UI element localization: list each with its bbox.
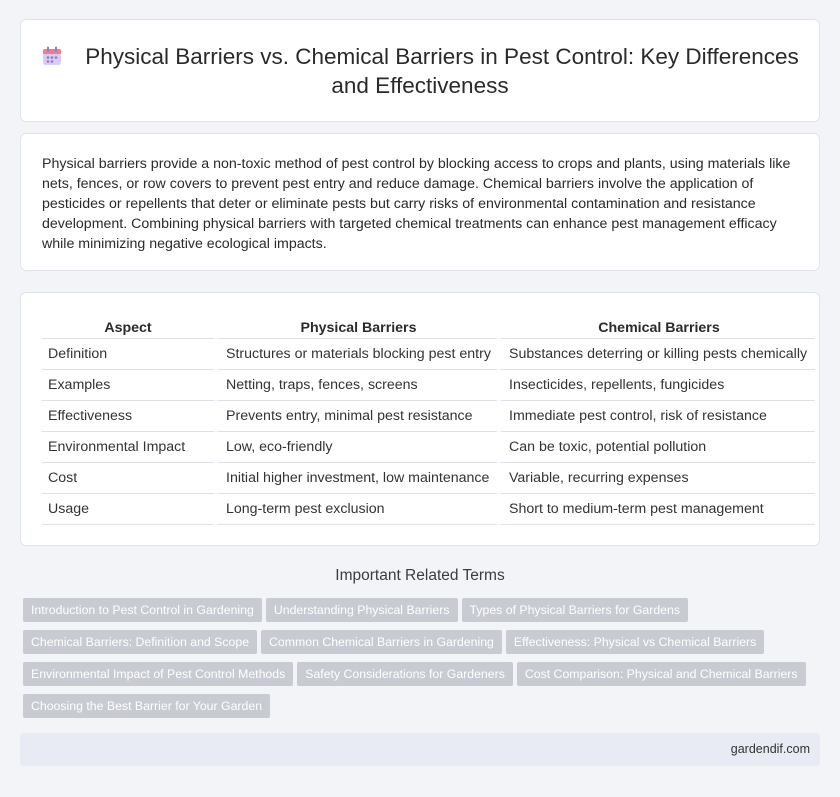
- table-cell: Insecticides, repellents, fungicides: [497, 370, 815, 401]
- related-terms-list: [23, 598, 823, 726]
- column-header-aspect: Aspect: [42, 315, 214, 339]
- comparison-table-card: [20, 292, 820, 546]
- table-row: [42, 463, 815, 494]
- table-cell: Low, eco-friendly: [214, 432, 497, 463]
- calendar-icon: [41, 45, 63, 67]
- table-cell: Immediate pest control, risk of resistance: [497, 401, 815, 432]
- related-term-tag[interactable]: Understanding Physical Barriers: [266, 598, 458, 622]
- table-cell: Effectiveness: [42, 401, 214, 432]
- related-term-tag[interactable]: Introduction to Pest Control in Gardening: [23, 598, 262, 622]
- related-term-tag[interactable]: Safety Considerations for Gardeners: [297, 662, 513, 686]
- table-row: [42, 494, 815, 525]
- related-term-tag[interactable]: Common Chemical Barriers in Gardening: [261, 630, 502, 654]
- table-row: [42, 370, 815, 401]
- table-header-row: [42, 315, 815, 339]
- table-cell: Environmental Impact: [42, 432, 214, 463]
- page-title: [21, 42, 819, 100]
- table-cell: Prevents entry, minimal pest resistance: [214, 401, 497, 432]
- table-cell: Substances deterring or killing pests chemically: [497, 339, 815, 370]
- related-term-tag[interactable]: Effectiveness: Physical vs Chemical Barriers: [506, 630, 764, 654]
- related-term-tag[interactable]: Chemical Barriers: Definition and Scope: [23, 630, 257, 654]
- table-cell: Short to medium-term pest management: [497, 494, 815, 525]
- related-term-tag[interactable]: Cost Comparison: Physical and Chemical Barriers: [517, 662, 806, 686]
- page-title-text: Physical Barriers vs. Chemical Barriers in Pest Control: Key Differences and Effectiveness: [85, 44, 799, 98]
- column-header-physical: Physical Barriers: [214, 315, 497, 339]
- table-cell: Examples: [42, 370, 214, 401]
- table-cell: Definition: [42, 339, 214, 370]
- summary-card: [20, 133, 820, 271]
- column-header-chemical: Chemical Barriers: [497, 315, 815, 339]
- table-cell: Variable, recurring expenses: [497, 463, 815, 494]
- related-term-tag[interactable]: Choosing the Best Barrier for Your Garden: [23, 694, 270, 718]
- table-row: [42, 339, 815, 370]
- table-cell: Initial higher investment, low maintenance: [214, 463, 497, 494]
- table-cell: Structures or materials blocking pest entry: [214, 339, 497, 370]
- table-cell: Can be toxic, potential pollution: [497, 432, 815, 463]
- table-cell: Long-term pest exclusion: [214, 494, 497, 525]
- table-cell: Usage: [42, 494, 214, 525]
- related-terms-title: Important Related Terms: [335, 567, 505, 584]
- footer-site-link[interactable]: gardendif.com: [730, 742, 810, 756]
- comparison-table: [42, 315, 815, 525]
- table-row: [42, 432, 815, 463]
- footer: [20, 733, 820, 766]
- title-card: [20, 19, 820, 122]
- table-cell: Netting, traps, fences, screens: [214, 370, 497, 401]
- related-term-tag[interactable]: Environmental Impact of Pest Control Methods: [23, 662, 293, 686]
- summary-paragraph: Physical barriers provide a non-toxic method of pest control by blocking access to crops and plants, using materials like nets, fences, or row covers to prevent pest entry and reduce damage. Chemical barriers involve the application of pesticides or repellents that deter or eliminate pests but carry risks of environmental contamination and resistance development. Combining physical barriers with targeted chemical treatments can enhance pest management efficacy while minimizing negative ecological impacts.: [42, 156, 791, 252]
- related-term-tag[interactable]: Types of Physical Barriers for Gardens: [462, 598, 689, 622]
- table-cell: Cost: [42, 463, 214, 494]
- table-row: [42, 401, 815, 432]
